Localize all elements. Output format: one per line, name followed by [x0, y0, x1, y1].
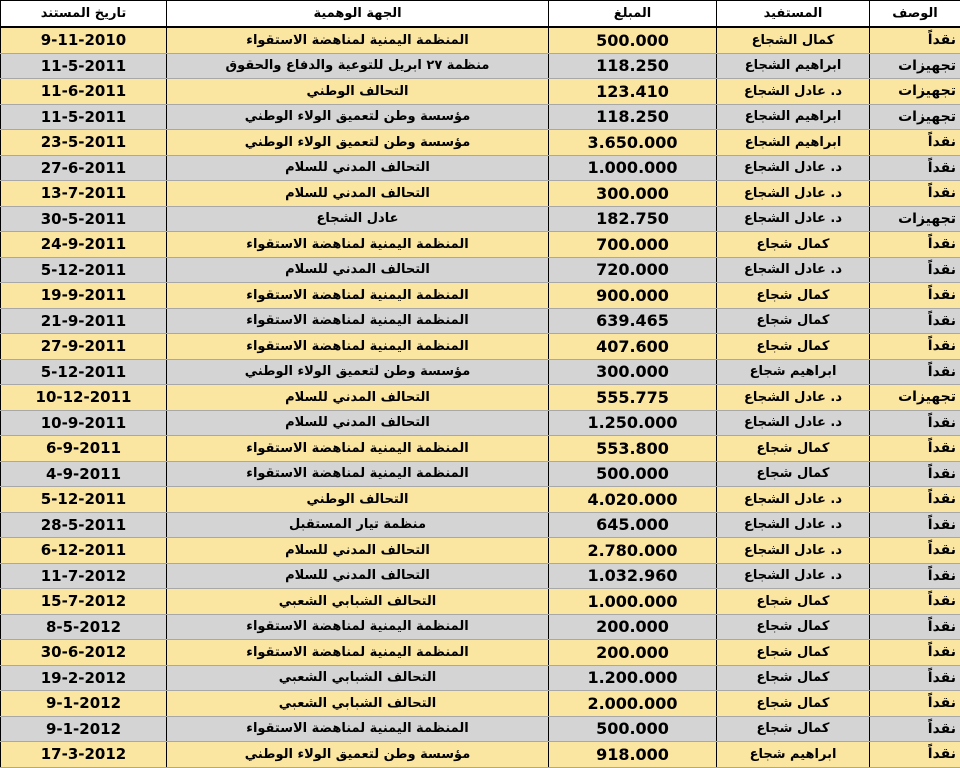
cell-beneficiary: كمال شجاع [717, 283, 870, 309]
cell-amount: 300.000 [549, 359, 717, 385]
table-row [1, 410, 960, 436]
cell-date: 11-7-2012 [1, 563, 167, 589]
cell-description: نقداً [870, 232, 960, 258]
cell-description: نقداً [870, 512, 960, 538]
cell-amount: 407.600 [549, 334, 717, 360]
cell-beneficiary: كمال شجاع [717, 665, 870, 691]
cell-description: تجهيزات [870, 385, 960, 411]
header-beneficiary: المستفيد [717, 1, 870, 28]
cell-description: نقداً [870, 283, 960, 309]
cell-beneficiary: ابراهيم الشجاع [717, 130, 870, 156]
table-row [1, 155, 960, 181]
cell-date: 30-5-2011 [1, 206, 167, 232]
cell-amount: 2.000.000 [549, 691, 717, 717]
cell-date: 17-3-2012 [1, 742, 167, 768]
cell-amount: 123.410 [549, 79, 717, 105]
cell-description: نقداً [870, 436, 960, 462]
cell-beneficiary: كمال شجاع [717, 461, 870, 487]
table-row [1, 104, 960, 130]
cell-party: التحالف المدني للسلام [167, 257, 549, 283]
cell-description: تجهيزات [870, 79, 960, 105]
cell-description: نقداً [870, 665, 960, 691]
cell-party: التحالف المدني للسلام [167, 538, 549, 564]
cell-beneficiary: د. عادل الشجاع [717, 385, 870, 411]
cell-date: 28-5-2011 [1, 512, 167, 538]
cell-description: نقداً [870, 487, 960, 513]
cell-date: 23-5-2011 [1, 130, 167, 156]
cell-beneficiary: كمال الشجاع [717, 27, 870, 53]
cell-description: تجهيزات [870, 53, 960, 79]
cell-date: 9-1-2012 [1, 691, 167, 717]
cell-description: نقداً [870, 257, 960, 283]
cell-description: نقداً [870, 640, 960, 666]
cell-beneficiary: د. عادل الشجاع [717, 206, 870, 232]
cell-amount: 553.800 [549, 436, 717, 462]
cell-date: 15-7-2012 [1, 589, 167, 615]
table-row [1, 487, 960, 513]
cell-beneficiary: د. عادل الشجاع [717, 181, 870, 207]
cell-date: 21-9-2011 [1, 308, 167, 334]
cell-description: نقداً [870, 130, 960, 156]
cell-date: 11-5-2011 [1, 53, 167, 79]
cell-beneficiary: د. عادل الشجاع [717, 79, 870, 105]
cell-description: نقداً [870, 691, 960, 717]
cell-party: التحالف المدني للسلام [167, 155, 549, 181]
cell-party: التحالف المدني للسلام [167, 563, 549, 589]
cell-description: نقداً [870, 181, 960, 207]
header-amount: المبلغ [549, 1, 717, 28]
cell-amount: 3.650.000 [549, 130, 717, 156]
cell-date: 9-11-2010 [1, 27, 167, 53]
cell-date: 13-7-2011 [1, 181, 167, 207]
table-row [1, 257, 960, 283]
table-row [1, 79, 960, 105]
cell-amount: 4.020.000 [549, 487, 717, 513]
cell-amount: 1.250.000 [549, 410, 717, 436]
cell-description: نقداً [870, 359, 960, 385]
cell-description: نقداً [870, 308, 960, 334]
cell-date: 24-9-2011 [1, 232, 167, 258]
cell-description: نقداً [870, 538, 960, 564]
cell-beneficiary: كمال شجاع [717, 691, 870, 717]
cell-beneficiary: د. عادل الشجاع [717, 155, 870, 181]
cell-beneficiary: كمال شجاع [717, 716, 870, 742]
cell-beneficiary: كمال شجاع [717, 232, 870, 258]
cell-amount: 2.780.000 [549, 538, 717, 564]
cell-party: التحالف الوطني [167, 79, 549, 105]
cell-party: المنظمة اليمنية لمناهضة الاستقواء [167, 27, 549, 53]
table-row [1, 283, 960, 309]
cell-beneficiary: كمال شجاع [717, 334, 870, 360]
header-description: الوصف [870, 1, 960, 28]
table-row [1, 436, 960, 462]
cell-description: نقداً [870, 27, 960, 53]
cell-party: عادل الشجاع [167, 206, 549, 232]
cell-beneficiary: كمال شجاع [717, 589, 870, 615]
cell-party: مؤسسة وطن لتعميق الولاء الوطني [167, 359, 549, 385]
cell-date: 5-12-2011 [1, 257, 167, 283]
cell-description: نقداً [870, 334, 960, 360]
cell-date: 19-9-2011 [1, 283, 167, 309]
cell-party: المنظمة اليمنية لمناهضة الاستقواء [167, 614, 549, 640]
cell-description: نقداً [870, 461, 960, 487]
cell-party: التحالف المدني للسلام [167, 410, 549, 436]
table-row [1, 640, 960, 666]
cell-description: نقداً [870, 716, 960, 742]
table-row [1, 53, 960, 79]
cell-party: منظمة تيار المستقبل [167, 512, 549, 538]
table-row [1, 334, 960, 360]
cell-date: 10-12-2011 [1, 385, 167, 411]
table-header [1, 1, 960, 28]
cell-party: المنظمة اليمنية لمناهضة الاستقواء [167, 283, 549, 309]
cell-amount: 300.000 [549, 181, 717, 207]
cell-beneficiary: د. عادل الشجاع [717, 538, 870, 564]
cell-date: 8-5-2012 [1, 614, 167, 640]
cell-amount: 200.000 [549, 640, 717, 666]
cell-party: المنظمة اليمنية لمناهضة الاستقواء [167, 436, 549, 462]
table-row [1, 742, 960, 768]
cell-amount: 500.000 [549, 461, 717, 487]
cell-description: نقداً [870, 589, 960, 615]
cell-amount: 1.032.960 [549, 563, 717, 589]
header-date: تاريخ المستند [1, 1, 167, 28]
cell-amount: 182.750 [549, 206, 717, 232]
cell-beneficiary: د. عادل الشجاع [717, 487, 870, 513]
cell-beneficiary: ابراهيم الشجاع [717, 104, 870, 130]
table-row [1, 308, 960, 334]
cell-amount: 500.000 [549, 716, 717, 742]
cell-date: 5-12-2011 [1, 487, 167, 513]
cell-date: 11-5-2011 [1, 104, 167, 130]
cell-date: 27-6-2011 [1, 155, 167, 181]
cell-beneficiary: كمال شجاع [717, 614, 870, 640]
cell-amount: 700.000 [549, 232, 717, 258]
table-row [1, 359, 960, 385]
cell-party: التحالف المدني للسلام [167, 181, 549, 207]
cell-party: المنظمة اليمنية لمناهضة الاستقواء [167, 334, 549, 360]
table-row [1, 716, 960, 742]
cell-amount: 918.000 [549, 742, 717, 768]
cell-date: 4-9-2011 [1, 461, 167, 487]
cell-date: 30-6-2012 [1, 640, 167, 666]
cell-amount: 720.000 [549, 257, 717, 283]
cell-party: التحالف المدني للسلام [167, 385, 549, 411]
table-row [1, 563, 960, 589]
table-row [1, 181, 960, 207]
table-body [1, 27, 960, 767]
cell-beneficiary: كمال شجاع [717, 436, 870, 462]
cell-description: تجهيزات [870, 206, 960, 232]
cell-amount: 555.775 [549, 385, 717, 411]
cell-party: منظمة ٢٧ ابريل للتوعية والدفاع والحقوق [167, 53, 549, 79]
table-row [1, 665, 960, 691]
cell-date: 6-9-2011 [1, 436, 167, 462]
cell-amount: 200.000 [549, 614, 717, 640]
cell-amount: 118.250 [549, 104, 717, 130]
table-row [1, 130, 960, 156]
cell-beneficiary: كمال شجاع [717, 308, 870, 334]
cell-party: مؤسسة وطن لتعميق الولاء الوطني [167, 742, 549, 768]
table-row [1, 206, 960, 232]
cell-party: التحالف الشبابي الشعبي [167, 665, 549, 691]
cell-description: نقداً [870, 563, 960, 589]
cell-date: 5-12-2011 [1, 359, 167, 385]
cell-amount: 639.465 [549, 308, 717, 334]
cell-description: نقداً [870, 410, 960, 436]
cell-beneficiary: د. عادل الشجاع [717, 410, 870, 436]
cell-beneficiary: ابراهيم شجاع [717, 742, 870, 768]
cell-beneficiary: ابراهيم شجاع [717, 359, 870, 385]
cell-party: التحالف الوطني [167, 487, 549, 513]
cell-amount: 1.000.000 [549, 155, 717, 181]
cell-description: نقداً [870, 614, 960, 640]
cell-party: مؤسسة وطن لتعميق الولاء الوطني [167, 130, 549, 156]
cell-beneficiary: كمال شجاع [717, 640, 870, 666]
cell-party: التحالف الشبابي الشعبي [167, 589, 549, 615]
cell-party: المنظمة اليمنية لمناهضة الاستقواء [167, 640, 549, 666]
table-row [1, 538, 960, 564]
cell-beneficiary: د. عادل الشجاع [717, 257, 870, 283]
cell-party: المنظمة اليمنية لمناهضة الاستقواء [167, 232, 549, 258]
table-row [1, 27, 960, 53]
cell-amount: 645.000 [549, 512, 717, 538]
table-row [1, 232, 960, 258]
cell-beneficiary: د. عادل الشجاع [717, 563, 870, 589]
table-row [1, 512, 960, 538]
cell-description: نقداً [870, 742, 960, 768]
cell-beneficiary: ابراهيم الشجاع [717, 53, 870, 79]
table-row [1, 589, 960, 615]
cell-amount: 1.200.000 [549, 665, 717, 691]
cell-amount: 118.250 [549, 53, 717, 79]
cell-party: المنظمة اليمنية لمناهضة الاستقواء [167, 716, 549, 742]
cell-amount: 1.000.000 [549, 589, 717, 615]
cell-party: المنظمة اليمنية لمناهضة الاستقواء [167, 308, 549, 334]
cell-description: نقداً [870, 155, 960, 181]
cell-date: 10-9-2011 [1, 410, 167, 436]
table-row [1, 614, 960, 640]
cell-beneficiary: د. عادل الشجاع [717, 512, 870, 538]
table-row [1, 385, 960, 411]
cell-party: مؤسسة وطن لتعميق الولاء الوطني [167, 104, 549, 130]
cell-party: المنظمة اليمنية لمناهضة الاستقواء [167, 461, 549, 487]
header-row [1, 1, 960, 28]
table-row [1, 691, 960, 717]
header-party: الجهة الوهمية [167, 1, 549, 28]
cell-amount: 900.000 [549, 283, 717, 309]
cell-date: 27-9-2011 [1, 334, 167, 360]
cell-date: 11-6-2011 [1, 79, 167, 105]
cell-date: 6-12-2011 [1, 538, 167, 564]
cell-amount: 500.000 [549, 27, 717, 53]
cell-date: 9-1-2012 [1, 716, 167, 742]
cell-date: 19-2-2012 [1, 665, 167, 691]
cell-description: تجهيزات [870, 104, 960, 130]
table-row [1, 461, 960, 487]
cell-party: التحالف الشبابي الشعبي [167, 691, 549, 717]
